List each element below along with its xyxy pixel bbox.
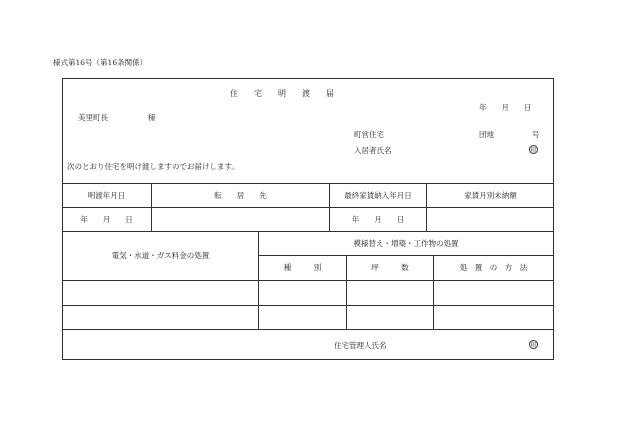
last-rent-date-value: 年 月 日	[351, 214, 405, 224]
new-address-value	[152, 208, 329, 231]
header-method: 処 置 の 方 法	[459, 263, 528, 273]
table-row	[63, 281, 553, 305]
table-row	[63, 306, 553, 329]
form-title: 住 宅 明 渡 届	[230, 89, 334, 98]
unpaid-rent-value	[427, 208, 554, 231]
manager-seal-icon: 印	[530, 342, 537, 349]
addressee: 美里町長	[78, 113, 108, 122]
move-date-value: 年 月 日	[80, 214, 133, 224]
number-label: 号	[532, 130, 540, 139]
header-utilities: 電気・水道・ガス料金の処置	[111, 251, 210, 261]
complex-label: 団地	[479, 130, 494, 139]
header-last-rent-date: 最終家賃納入年月日	[344, 190, 412, 200]
seal-icon: 印	[530, 147, 537, 154]
header-unpaid-rent: 家賃月別未納額	[464, 190, 517, 200]
header-new-address: 転 居 先	[214, 190, 267, 200]
resident-name-label: 入居者氏名	[354, 146, 392, 155]
header-move-date: 明渡年月日	[87, 190, 126, 200]
honorific: 様	[148, 113, 156, 122]
header-alterations: 模様替え・増築・工作物の処置	[353, 238, 459, 248]
intro-text: 次のとおり住宅を明け渡しますのでお届けします。	[67, 162, 239, 171]
address-label: 町営住宅	[354, 130, 384, 139]
form-number: 様式第16号（第16条関係）	[53, 58, 148, 67]
manager-name-label: 住宅管理人氏名	[334, 341, 387, 350]
header-area: 坪 数	[371, 263, 409, 273]
date-line: 年 月 日	[479, 103, 532, 112]
header-type: 種 別	[283, 263, 322, 273]
